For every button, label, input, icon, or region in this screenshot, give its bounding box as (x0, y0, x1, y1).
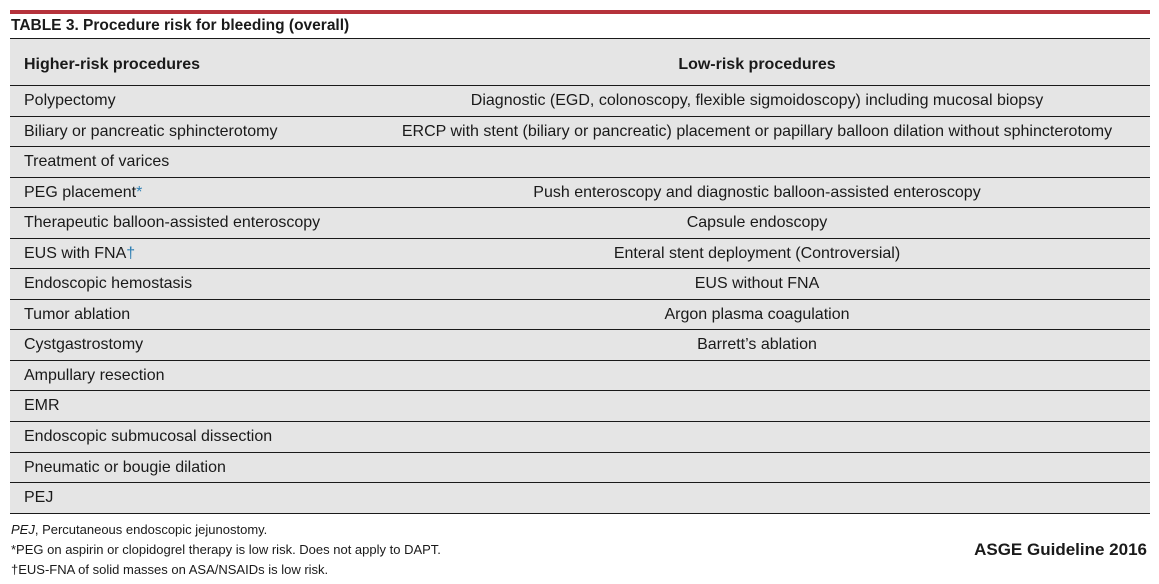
higher-risk-cell (24, 453, 226, 482)
higher-risk-cell (24, 178, 142, 207)
footnote-aspirin: *PEG on aspirin or clopidogrel therapy is low risk. Does not apply to DAPT. (11, 542, 441, 557)
higher-risk-text: Ampullary resection (24, 366, 165, 384)
table-title: TABLE 3. Procedure risk for bleeding (overall) (11, 17, 350, 34)
table-row (10, 482, 1150, 513)
footnote-abbr-text: , Percutaneous endoscopic jejunostomy. (34, 522, 268, 537)
low-risk-cell: Diagnostic (EGD, colonoscopy, flexible sigmoidoscopy) including mucosal biopsy (470, 92, 1044, 109)
higher-risk-text: Endoscopic submucosal dissection (24, 428, 273, 446)
footnote-abbr-term: PEJ (11, 522, 35, 537)
low-risk-cell: Argon plasma coagulation (664, 305, 850, 323)
table-row (10, 238, 1150, 269)
higher-risk-text: Biliary or pancreatic sphincterotomy (24, 122, 278, 140)
higher-risk-cell (24, 361, 165, 390)
table-row (10, 299, 1150, 330)
low-risk-cell: EUS without FNA (694, 275, 820, 293)
higher-risk-text: Therapeutic balloon-assisted enteroscopy (24, 214, 321, 232)
table-row (10, 207, 1150, 238)
low-risk-cell: Enteral stent deployment (Controversial) (613, 244, 901, 262)
higher-risk-text: Treatment of varices (24, 153, 170, 171)
higher-risk-cell (24, 239, 135, 268)
table-row (10, 452, 1150, 483)
higher-risk-text: PEG placement (24, 183, 137, 201)
source-label: ASGE Guideline 2016 (974, 540, 1147, 559)
table-row (10, 421, 1150, 452)
higher-risk-cell (24, 117, 277, 146)
higher-risk-text: Endoscopic hemostasis (24, 275, 193, 293)
higher-risk-text: Pneumatic or bougie dilation (24, 458, 226, 476)
table-row (10, 390, 1150, 421)
higher-risk-text: PEJ (24, 489, 54, 507)
higher-risk-text: EMR (24, 397, 60, 415)
table-header-row (10, 39, 1150, 85)
header-low-risk: Low-risk procedures (678, 56, 836, 73)
footnote-mark: * (136, 183, 143, 201)
table-row (10, 177, 1150, 208)
footnote-eus-fna: †EUS-FNA of solid masses on ASA/NSAIDs is low risk. (11, 562, 329, 577)
low-risk-cell: ERCP with stent (biliary or pancreatic) placement or papillary balloon dilation without sphincterotomy (401, 122, 1113, 140)
higher-risk-cell (24, 483, 53, 512)
higher-risk-text: Cystgastrostomy (24, 336, 144, 354)
higher-risk-cell (24, 300, 130, 329)
top-accent-rule (10, 10, 1150, 14)
table-row (10, 329, 1150, 360)
higher-risk-text: Tumor ablation (24, 305, 131, 323)
low-risk-cell: Capsule endoscopy (686, 214, 828, 232)
low-risk-cell: Barrett’s ablation (697, 336, 817, 354)
higher-risk-cell (24, 330, 143, 359)
footnote-abbreviation (11, 520, 441, 540)
higher-risk-cell (24, 391, 60, 420)
higher-risk-cell (24, 86, 116, 115)
table-row (10, 146, 1150, 177)
higher-risk-cell (24, 147, 169, 176)
higher-risk-cell (24, 269, 192, 298)
higher-risk-cell (24, 208, 320, 237)
table-row (10, 116, 1150, 147)
table-body (10, 85, 1150, 513)
footnote-mark: † (126, 244, 136, 262)
higher-risk-text: Polypectomy (24, 92, 116, 109)
table-row (10, 85, 1150, 116)
table-row (10, 268, 1150, 299)
footnotes (11, 520, 441, 580)
risk-table (10, 39, 1150, 514)
higher-risk-cell (24, 422, 272, 451)
low-risk-cell: Push enteroscopy and diagnostic balloon-assisted enteroscopy (533, 183, 981, 201)
higher-risk-text: EUS with FNA (24, 244, 127, 262)
table-row (10, 360, 1150, 391)
header-higher-risk: Higher-risk procedures (24, 56, 201, 73)
